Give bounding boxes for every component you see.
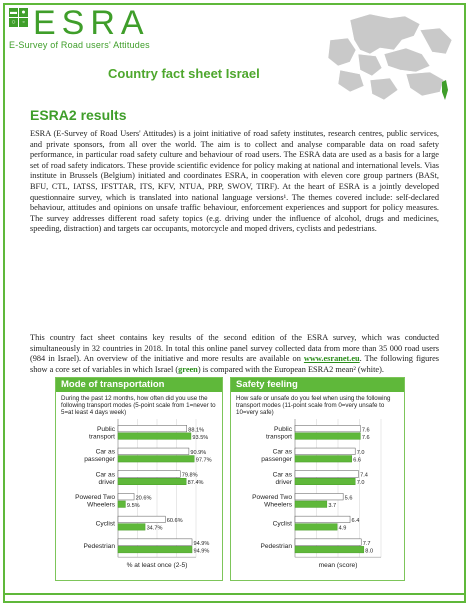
bar-europe-mean: [118, 493, 134, 500]
data-label: 88.1%: [188, 427, 205, 434]
data-label: 20.6%: [135, 495, 152, 502]
data-label: 87.4%: [187, 480, 204, 487]
bar-israel: [118, 501, 125, 508]
bar-europe-mean: [295, 493, 343, 500]
bar-israel: [118, 433, 191, 440]
category-label: Car as: [272, 448, 292, 456]
section-title: ESRA2 results: [30, 107, 127, 123]
logo-wordmark: ESRA: [33, 4, 150, 42]
category-label: Wheelers: [87, 501, 115, 509]
bar-europe-mean: [118, 425, 187, 432]
data-label: 3.7: [328, 502, 337, 509]
category-label: Car as: [95, 471, 115, 479]
category-label: Public: [274, 425, 292, 433]
esra-logo: [9, 4, 209, 52]
category-label: Pedestrian: [83, 543, 115, 551]
bar-israel: [295, 456, 352, 463]
category-label: passenger: [261, 456, 292, 464]
category-label: Powered Two: [75, 494, 115, 501]
bar-israel: [118, 546, 192, 553]
bar-europe-mean: [295, 539, 361, 546]
data-label: 94.9%: [193, 540, 210, 547]
category-label: driver: [275, 478, 292, 486]
data-label: 7.6: [361, 427, 370, 434]
data-label: 79.8%: [181, 472, 198, 479]
bar-israel: [295, 501, 327, 508]
summary-paragraph: [30, 333, 439, 375]
x-axis-label: % at least once (2-5): [126, 562, 188, 570]
green-word: green: [178, 364, 198, 374]
bar-europe-mean: [118, 539, 192, 546]
category-label: driver: [98, 478, 115, 486]
data-label: 60.6%: [166, 518, 183, 525]
mode-of-transportation-panel: [55, 377, 223, 581]
person-icon: ●: [19, 8, 28, 17]
panel-title: Safety feeling: [231, 378, 404, 392]
panel-description: How safe or unsafe do you feel when using the following transport modes (11-point scale from 0=very unsafe to 10=very safe): [236, 395, 391, 417]
data-label: 90.9%: [190, 449, 207, 456]
category-label: transport: [265, 433, 292, 441]
bicycle-icon: ○: [9, 18, 18, 27]
data-label: 7.0: [356, 480, 365, 487]
category-label: Cyclist: [272, 520, 292, 528]
bar-israel: [295, 433, 360, 440]
data-label: 7.0: [356, 449, 365, 456]
safety-feeling-chart: [231, 378, 406, 582]
europe-map-graphic: [310, 10, 460, 110]
bar-europe-mean: [295, 448, 355, 455]
category-label: Car as: [95, 448, 115, 456]
bar-israel: [118, 478, 186, 485]
data-label: 7.4: [360, 472, 368, 479]
category-label: Wheelers: [264, 501, 292, 509]
bar-israel: [295, 546, 364, 553]
country-title: Country fact sheet Israel: [108, 66, 260, 81]
bar-europe-mean: [295, 425, 360, 432]
data-label: 8.0: [365, 548, 374, 555]
logo-icons: [9, 8, 31, 38]
esranet-link[interactable]: www.esranet.eu: [303, 354, 360, 364]
logo-subtitle: E-Survey of Road users' Attitudes: [9, 40, 150, 50]
category-label: Pedestrian: [260, 543, 292, 551]
bar-israel: [295, 478, 355, 485]
intro-paragraph: ESRA (E-Survey of Road Users' Attitudes) is a joint initiative of road safety institutes, research centres, public services, and private sponsors, from all over the world. The aim is to collect and analyse comparable data on road safety performance, in particular road safety culture and behaviour of road users. The ESRA data are used as a basis for a large set of road safety indicators. These provide scientific evidence for policy making at national and international levels. Vias institute in Brussels (Belgium) initiated and coordinates ESRA, in cooperation with eleven core group partners (BASt, BFU, CTL, IATSS, IFSTTAR, ITS, KFV, NTUA, PRP, SWOV, TIRF). At the heart of ESRA is a jointly developed questionnaire survey, which is translated into national language versions¹. The themes covered include: self-declared behaviour, attitudes and opinions on unsafe traffic behaviour, enforcement experiences and support for policy measures. The survey addresses different road safety topics (e.g. driving under the influence of alcohol, drugs and medicines, speeding, distraction) and targets car occupants, motorcycle and moped drivers, cyclists and pedestrians.: [30, 129, 439, 234]
category-label: passenger: [84, 456, 115, 464]
bar-europe-mean: [295, 516, 350, 523]
data-label: 6.4: [351, 518, 360, 525]
data-label: 4.9: [338, 525, 347, 532]
car-icon: ▬: [10, 9, 17, 16]
summary-text-b: . The following figures show a core set of variables in which Israel (: [30, 354, 439, 374]
data-label: 93.5%: [192, 434, 209, 441]
safety-feeling-panel: [230, 377, 405, 581]
bar-europe-mean: [295, 471, 359, 478]
category-label: Public: [97, 425, 115, 433]
footer-rule: [3, 593, 466, 595]
category-label: transport: [88, 433, 115, 441]
motorcycle-icon: ◦: [19, 18, 28, 27]
israel-highlight: [442, 80, 448, 100]
mode-of-transportation-chart: [56, 378, 224, 582]
data-label: 97.7%: [195, 457, 212, 464]
bar-europe-mean: [118, 448, 189, 455]
category-label: Powered Two: [252, 494, 292, 501]
data-label: 9.5%: [126, 502, 140, 509]
panel-description: During the past 12 months, how often did you use the following transport modes (5-point scale from 1=never to 5=at least 4 days week): [61, 395, 216, 417]
panel-title: Mode of transportation: [56, 378, 222, 392]
bar-israel: [295, 524, 337, 531]
bar-europe-mean: [118, 471, 180, 478]
x-axis-label: mean (score): [318, 562, 358, 570]
data-label: 6.6: [353, 457, 362, 464]
data-label: 5.6: [344, 495, 353, 502]
summary-text-a: This country fact sheet contains key results of the second edition of the ESRA survey, which was conducted simultaneously in 32 countries in 2018. In total this online panel survey collected data from more than 35 000 road users (984 in Israel). An overview of the initiative and more results are available on: [30, 333, 439, 364]
data-label: 7.7: [362, 540, 371, 547]
data-label: 94.9%: [193, 548, 210, 555]
bar-israel: [118, 524, 145, 531]
category-label: Car as: [272, 471, 292, 479]
data-label: 34.7%: [146, 525, 163, 532]
category-label: Cyclist: [95, 520, 115, 528]
bar-israel: [118, 456, 194, 463]
summary-text-c: ) is compared with the European ESRA2 mean² (white).: [197, 364, 384, 374]
data-label: 7.6: [361, 434, 370, 441]
bar-europe-mean: [118, 516, 165, 523]
